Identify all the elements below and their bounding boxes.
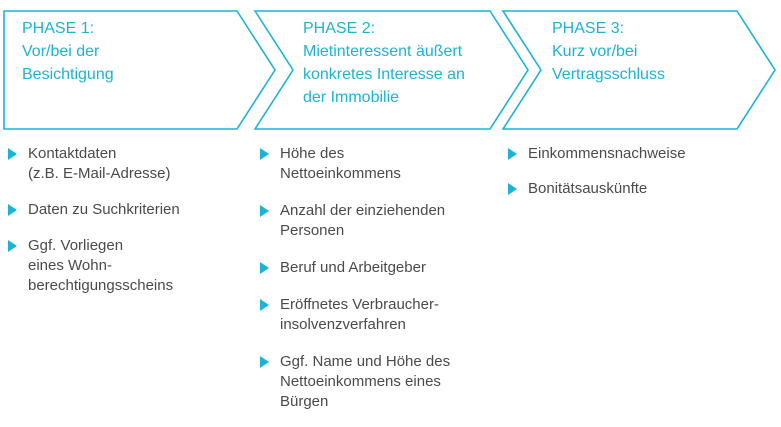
list-item — [504, 144, 764, 164]
item-text: Kontaktdaten (z.B. E-Mail-Adresse) — [28, 145, 171, 182]
list-item — [256, 352, 501, 412]
phase-2-title: PHASE 2: — [303, 20, 376, 37]
item-text: Ggf. Vorliegen eines Wohn- berechtigungsscheins — [28, 237, 174, 294]
phase-3-title: PHASE 3: — [552, 20, 625, 37]
list-item — [504, 179, 764, 199]
triangle-bullet-icon — [260, 299, 269, 311]
phase-1-title: PHASE 1: — [22, 20, 95, 37]
item-text: Beruf und Arbeitgeber — [280, 259, 426, 276]
triangle-bullet-icon — [260, 148, 269, 160]
triangle-bullet-icon — [508, 148, 517, 160]
list-item — [4, 236, 249, 296]
item-text: Höhe des Nettoeinkommens — [280, 145, 401, 182]
list-item — [256, 295, 501, 335]
list-item — [256, 258, 501, 278]
item-text: Eröffnetes Verbraucher- insolvenzverfahren — [280, 296, 439, 333]
item-text: Daten zu Suchkriterien — [28, 201, 180, 218]
list-item — [256, 144, 501, 184]
phase-2-header — [303, 17, 465, 109]
phase-3-subtitle: Kurz vor/bei Vertragsschluss — [552, 43, 665, 83]
triangle-bullet-icon — [260, 356, 269, 368]
triangle-bullet-icon — [8, 240, 17, 252]
list-item — [4, 144, 249, 184]
phase-3-items — [504, 144, 764, 199]
triangle-bullet-icon — [260, 262, 269, 274]
item-text: Einkommensnachweise — [528, 145, 686, 162]
list-item — [4, 200, 249, 220]
phase-2-subtitle: Mietinteressent äußert konkretes Interesse an der Immobilie — [303, 43, 465, 106]
triangle-bullet-icon — [8, 204, 17, 216]
item-text: Bonitätsauskünfte — [528, 180, 648, 197]
triangle-bullet-icon — [260, 205, 269, 217]
phase-1-items — [4, 144, 249, 296]
phase-3-header — [552, 17, 665, 86]
item-text: Anzahl der einziehenden Personen — [280, 202, 446, 239]
item-text: Ggf. Name und Höhe des Nettoeinkommens eines Bürgen — [280, 353, 451, 410]
triangle-bullet-icon — [508, 183, 517, 195]
triangle-bullet-icon — [8, 148, 17, 160]
phase-1-header — [22, 17, 114, 86]
list-item — [256, 201, 501, 241]
phase-2-items — [256, 144, 501, 412]
phase-1-subtitle: Vor/bei der Besichtigung — [22, 43, 114, 83]
